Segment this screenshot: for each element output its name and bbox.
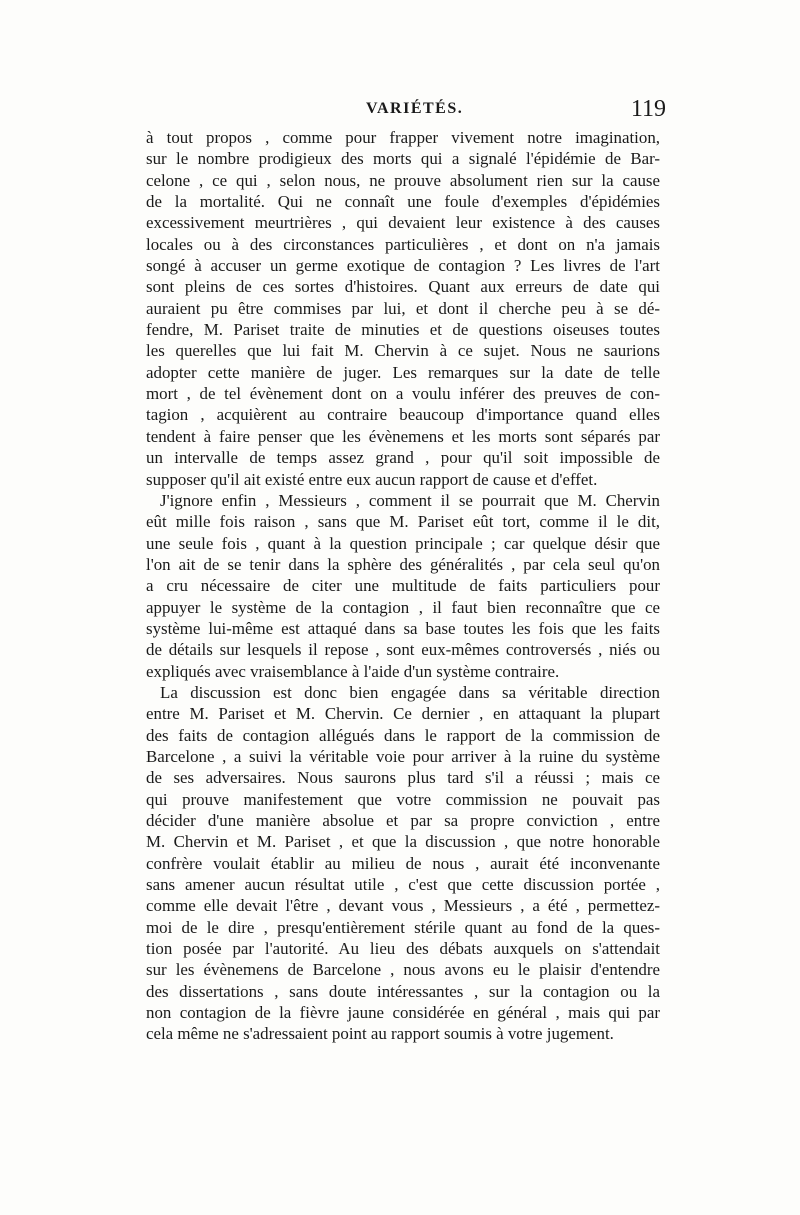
text-line: a cru nécessaire de citer une multitude de faits particuliers pour	[146, 576, 660, 596]
text-line: tendent à faire penser que les évènemens et les morts sont séparés par	[146, 426, 660, 446]
text-line: auraient pu être commises par lui, et dont il cherche peu à se dé-	[146, 298, 660, 318]
paragraph	[146, 490, 660, 682]
text-line: les querelles que lui fait M. Chervin à ce sujet. Nous ne saurions	[146, 341, 660, 361]
text-line: sont pleins de ces sortes d'histoires. Quant aux erreurs de date qui	[146, 277, 660, 297]
running-title: VARIÉTÉS.	[366, 100, 464, 117]
text-line: adopter cette manière de juger. Les remarques sur la date de telle	[146, 362, 660, 382]
text-line: moi de le dire , presqu'entièrement stérile quant au fond de la ques-	[146, 917, 660, 937]
text-line: M. Chervin et M. Pariset , et que la discussion , que notre honorable	[146, 832, 660, 852]
text-line: Barcelone , a suivi la véritable voie pour arriver à la ruine du système	[146, 746, 660, 766]
text-line: non contagion de la fièvre jaune considérée en général , mais qui par	[146, 1003, 660, 1023]
text-line: J'ignore enfin , Messieurs , comment il se pourrait que M. Chervin	[160, 490, 660, 510]
text-line: eût mille fois raison , sans que M. Pariset eût tort, comme il le dit,	[146, 512, 660, 532]
text-line: expliqués avec vraisemblance à l'aide d'un système contraire.	[146, 661, 560, 681]
text-line: sur le nombre prodigieux des morts qui a signalé l'épidémie de Bar-	[146, 149, 660, 169]
page-number: 119	[630, 96, 666, 122]
text-line: l'on ait de se tenir dans la sphère des généralités , par cela seul qu'on	[146, 554, 660, 574]
page-header	[146, 96, 666, 130]
text-line: fendre, M. Pariset traite de minuties et de questions oiseuses toutes	[146, 320, 660, 340]
paragraph	[146, 127, 660, 490]
text-line: des faits de contagion allégués dans le rapport de la commission de	[146, 725, 660, 745]
text-line: une seule fois , quant à la question principale ; car quelque désir que	[146, 533, 660, 553]
text-line: un intervalle de temps assez grand , pour qu'il soit impossible de	[146, 448, 660, 468]
text-line: La discussion est donc bien engagée dans sa véritable direction	[160, 682, 660, 702]
text-line: tion posée par l'autorité. Au lieu des débats auxquels on s'attendait	[146, 939, 660, 959]
text-line: mort , de tel évènement dont on a voulu inférer des preuves de con-	[146, 384, 660, 404]
text-line: appuyer le système de la contagion , il faut bien reconnaître que ce	[146, 597, 660, 617]
text-line: de détails sur lesquels il repose , sont eux-mêmes controversés , niés ou	[146, 640, 660, 660]
text-line: sans amener aucun résultat utile , c'est que cette discussion portée ,	[146, 875, 660, 895]
text-line: de ses adversaires. Nous saurons plus tard s'il a réussi ; mais ce	[146, 768, 660, 788]
text-line: songé à accuser un germe exotique de contagion ? Les livres de l'art	[146, 256, 660, 276]
text-line: à tout propos , comme pour frapper vivement notre imagination,	[146, 128, 660, 147]
text-line: système lui-même est attaqué dans sa base toutes les fois que les faits	[146, 618, 660, 638]
text-line: celone , ce qui , selon nous, ne prouve absolument rien sur la cause	[146, 170, 660, 190]
body-text	[146, 127, 660, 1045]
text-line: confrère voulait établir au milieu de nous , aurait été inconvenante	[146, 853, 660, 873]
text-line: comme elle devait l'être , devant vous , Messieurs , a été , permettez-	[146, 896, 660, 916]
text-line: sur les évènemens de Barcelone , nous avons eu le plaisir d'entendre	[146, 960, 660, 980]
text-line: cela même ne s'adressaient point au rapport soumis à votre jugement.	[146, 1024, 614, 1044]
text-line: qui prouve manifestement que votre commission ne pouvait pas	[146, 789, 660, 809]
text-line: de la mortalité. Qui ne connaît une foule d'exemples d'épidémies	[146, 192, 660, 212]
text-line: entre M. Pariset et M. Chervin. Ce dernier , en attaquant la plupart	[146, 704, 660, 724]
text-line: excessivement meurtrières , qui devaient leur existence à des causes	[146, 213, 660, 233]
text-line: locales ou à des circonstances particulières , et dont on n'a jamais	[146, 234, 660, 254]
text-line: tagion , acquièrent au contraire beaucoup d'importance quand elles	[146, 405, 660, 425]
text-line: décider d'une manière absolue et par sa propre conviction , entre	[146, 811, 660, 830]
text-line: supposer qu'il ait existé entre eux aucun rapport de cause et d'effet.	[146, 469, 598, 489]
paragraph	[146, 682, 660, 1045]
text-line: des dissertations , sans doute intéressantes , sur la contagion ou la	[146, 981, 660, 1001]
